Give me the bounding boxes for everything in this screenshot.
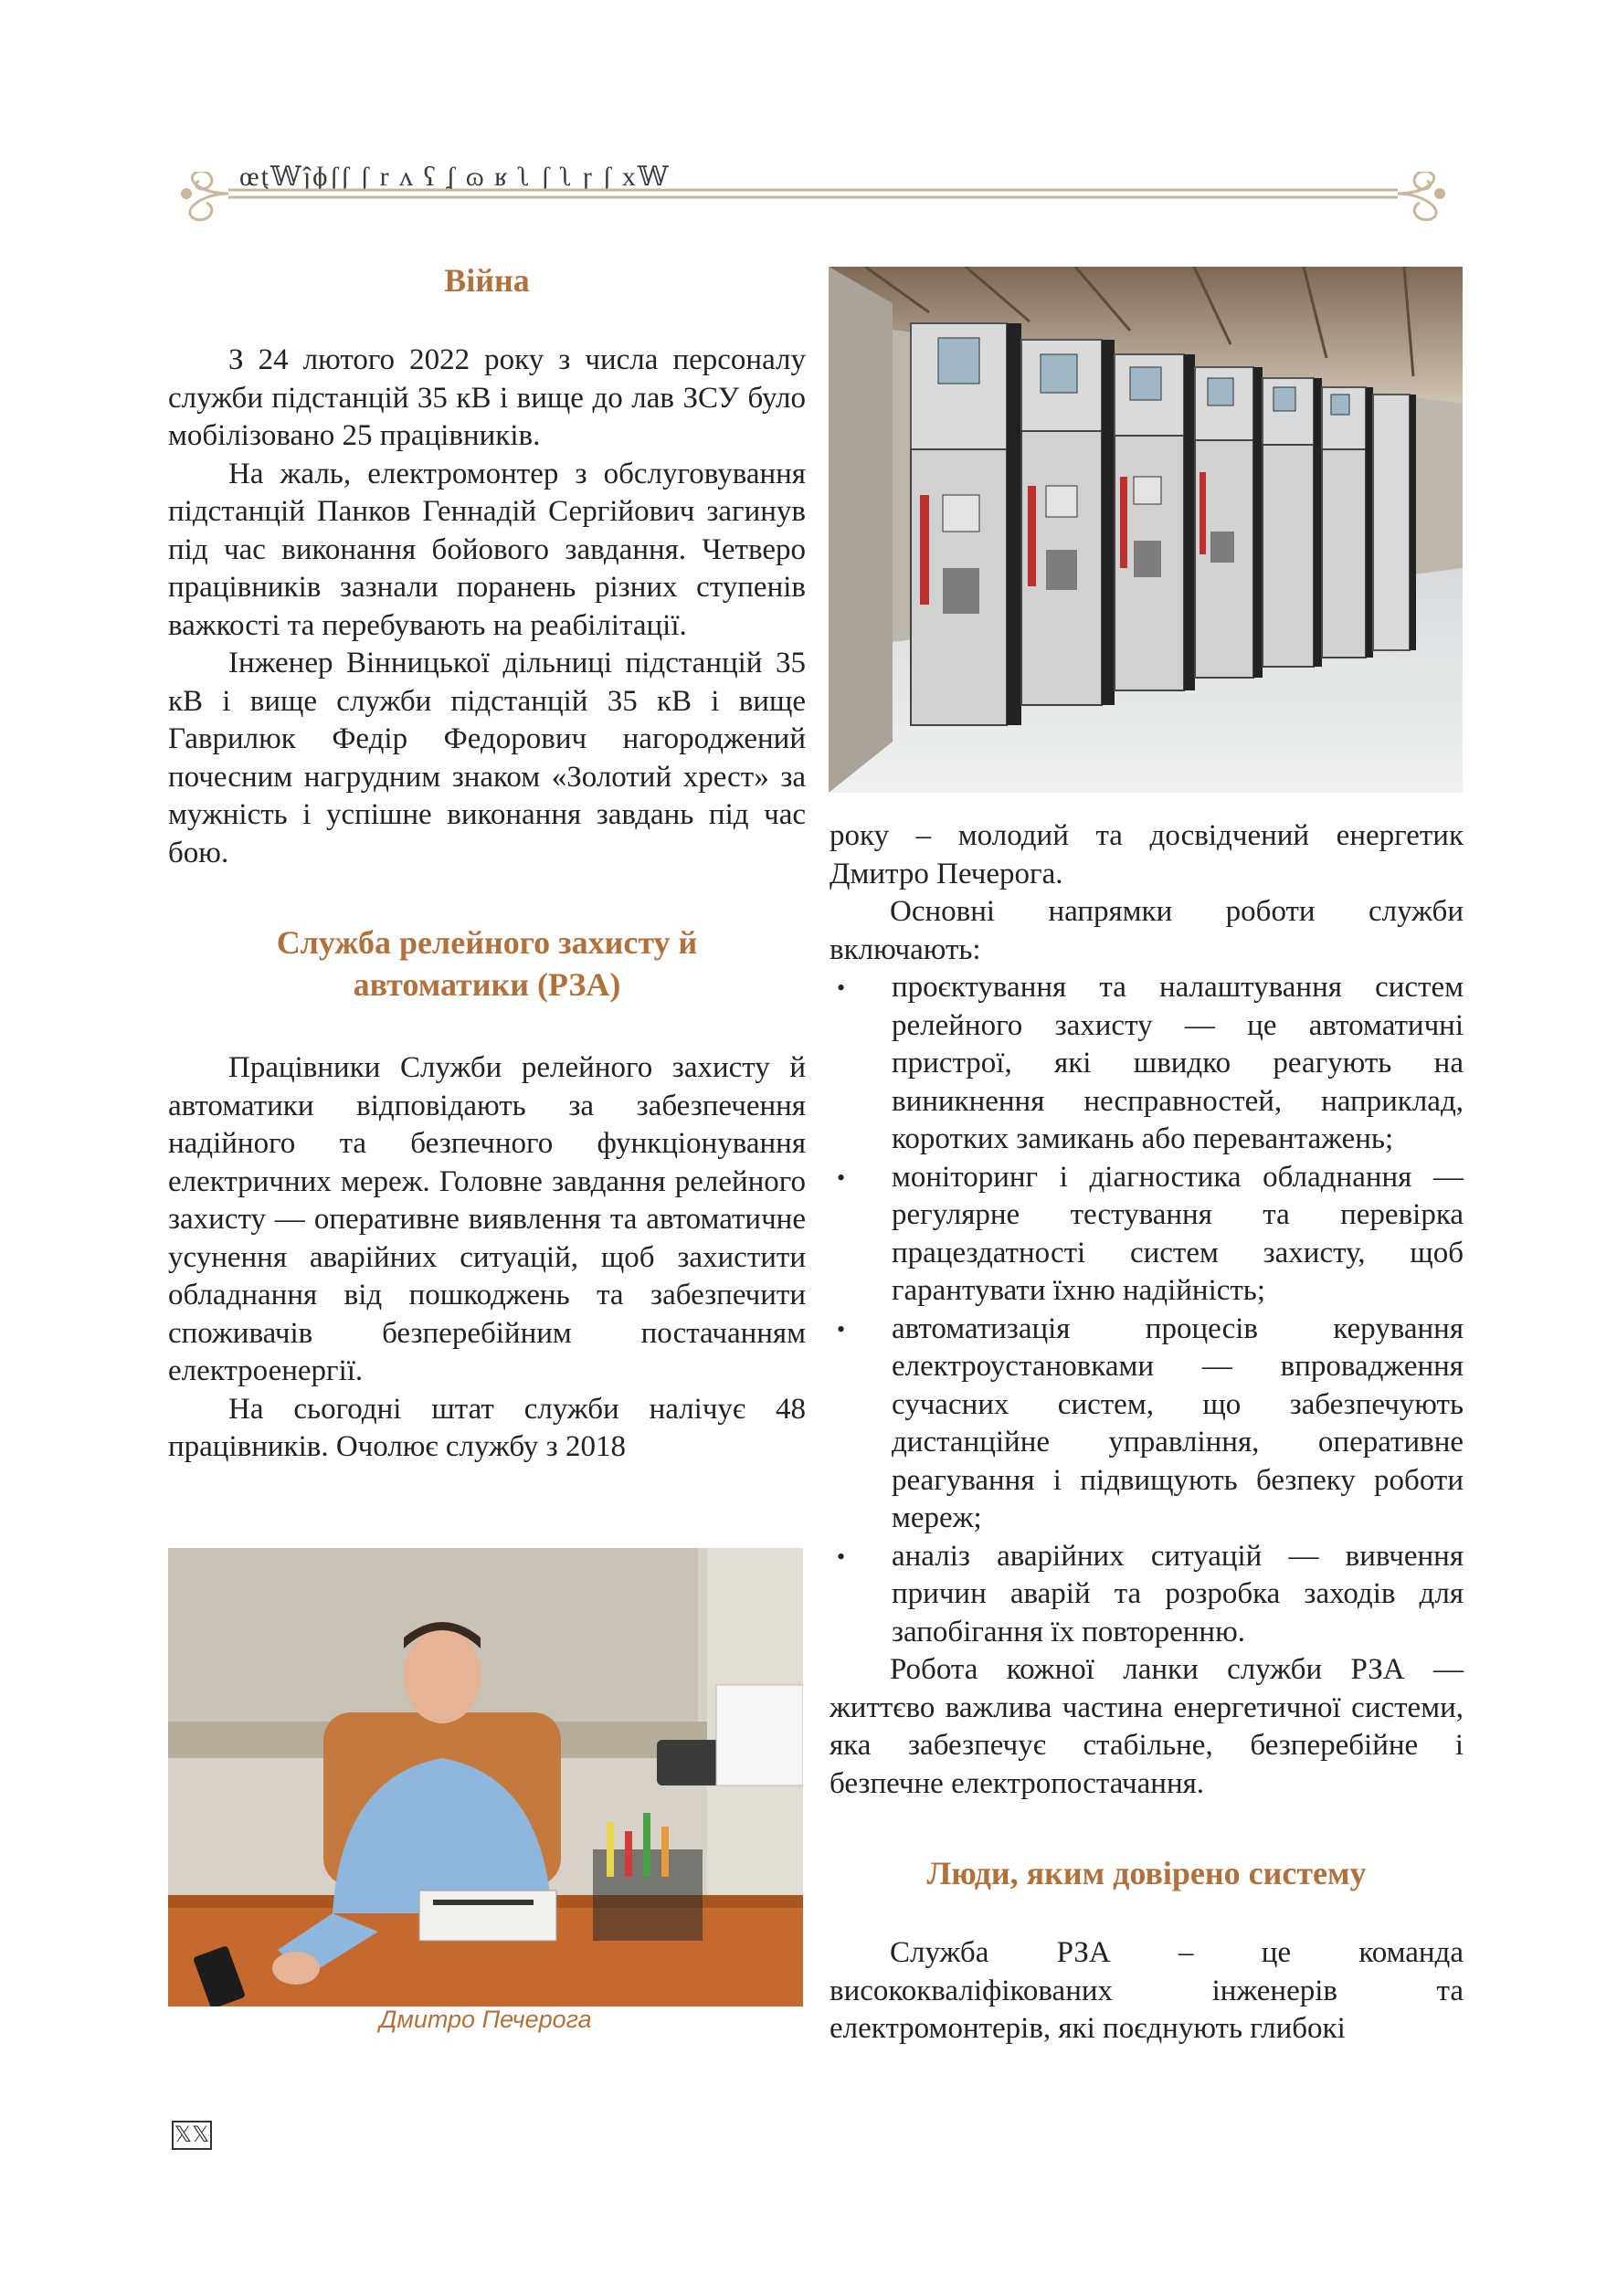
war-paragraph-2: На жаль, електромонтер з обслуговування підстанцій Панков Геннадій Сергійович загинув під час виконання бойового завдання. Четверо працівників зазнали поранень різних ступенів важкості та перебувають на реабілітації. bbox=[168, 457, 806, 642]
directions-intro: Основні напрямки роботи служби включають: bbox=[830, 895, 1464, 966]
left-column bbox=[168, 259, 806, 1467]
war-heading: Війна bbox=[444, 262, 530, 299]
running-header: œţ𝕎ĵɸʃʃ ʃ r ʌ ʕ ʆ ɷ ʁ ʅ ʃ ʅ ɼ ʃ x𝕎 bbox=[239, 162, 671, 192]
rza-paragraph-1: Працівники Служби релейного захисту й автоматики відповідають за забезпечення надійного та безпечного функціонування електричних мереж. Головне завдання релейного захисту — оперативне виявлення та автоматичне усунення аварійних ситуацій, щоб захистити обладнання від пошкоджень та забезпечити споживачів безперебійним постачанням електроенергії. bbox=[168, 1051, 806, 1387]
rza-heading-line2: автоматики (РЗА) bbox=[353, 966, 621, 1003]
right-column bbox=[830, 817, 1464, 2048]
rza-paragraph-2: На сьогодні штат служби налічує 48 працівників. Очолює службу з 2018 bbox=[168, 1392, 806, 1463]
war-paragraph-1: З 24 лютого 2022 року з числа персоналу служби підстанцій 35 кВ і вище до лав ЗСУ було мобілізовано 25 працівників. bbox=[168, 343, 806, 452]
list-item: • аналіз аварійних ситуацій — вивчення причин аварій та розробка заходів для запобігання їх повторенню. bbox=[837, 1539, 1464, 1648]
header-ornament bbox=[164, 172, 1462, 226]
portrait-photo bbox=[168, 1548, 803, 2006]
photo-caption: Дмитро Печерога bbox=[379, 2006, 592, 2033]
people-heading: Люди, яким довірено систему bbox=[926, 1855, 1367, 1891]
bullet-marker: • bbox=[837, 1543, 846, 1570]
summary-paragraph: Робота кожної ланки служби РЗА — життєво важлива частина енергетичної системи, яка забезпечує стабільне, безперебійне і безпечне електропостачання. bbox=[830, 1653, 1464, 1800]
switchgear-photo bbox=[829, 267, 1463, 793]
list-item: • автоматизація процесів керування електроустановками — впровадження сучасних систем, що забезпечують дистанційне управління, оперативне реагування і підвищують безпеку роботи мереж; bbox=[837, 1311, 1464, 1534]
rza-heading bbox=[168, 922, 806, 1006]
war-paragraph-3: Інженер Вінницької дільниці підстанцій 35 кВ і вище служби підстанцій 35 кВ і вище Гаврилюк Федір Федорович нагороджений почесним нагрудним знаком «Золотий хрест» за мужність і успішне виконання завдань під час бою. bbox=[168, 647, 806, 869]
directions-list bbox=[830, 969, 1464, 1651]
list-item: • проєктування та налаштування систем релейного захисту — це автоматичні пристрої, які швидко реагують на виникнення несправностей, наприклад, коротких замикань або перевантажень; bbox=[837, 971, 1464, 1155]
rza-heading-line1: Служба релейного захисту й bbox=[276, 924, 698, 961]
bullet-marker: • bbox=[837, 1315, 846, 1343]
bullet-marker: • bbox=[837, 1164, 846, 1191]
people-paragraph-1: Служба РЗА – це команда висококваліфікованих інженерів та електромонтерів, які поєднують глибокі bbox=[830, 1936, 1464, 2045]
page-number: 𝕏𝕏 bbox=[172, 2121, 212, 2150]
list-item: • моніторинг і діагностика обладнання — регулярне тестування та перевірка працездатності систем захисту, щоб гарантувати їхню надійність; bbox=[837, 1160, 1464, 1307]
continuation-paragraph: року – молодий та досвідчений енергетик Дмитро Печерога. bbox=[830, 819, 1464, 890]
bullet-marker: • bbox=[837, 974, 846, 1001]
